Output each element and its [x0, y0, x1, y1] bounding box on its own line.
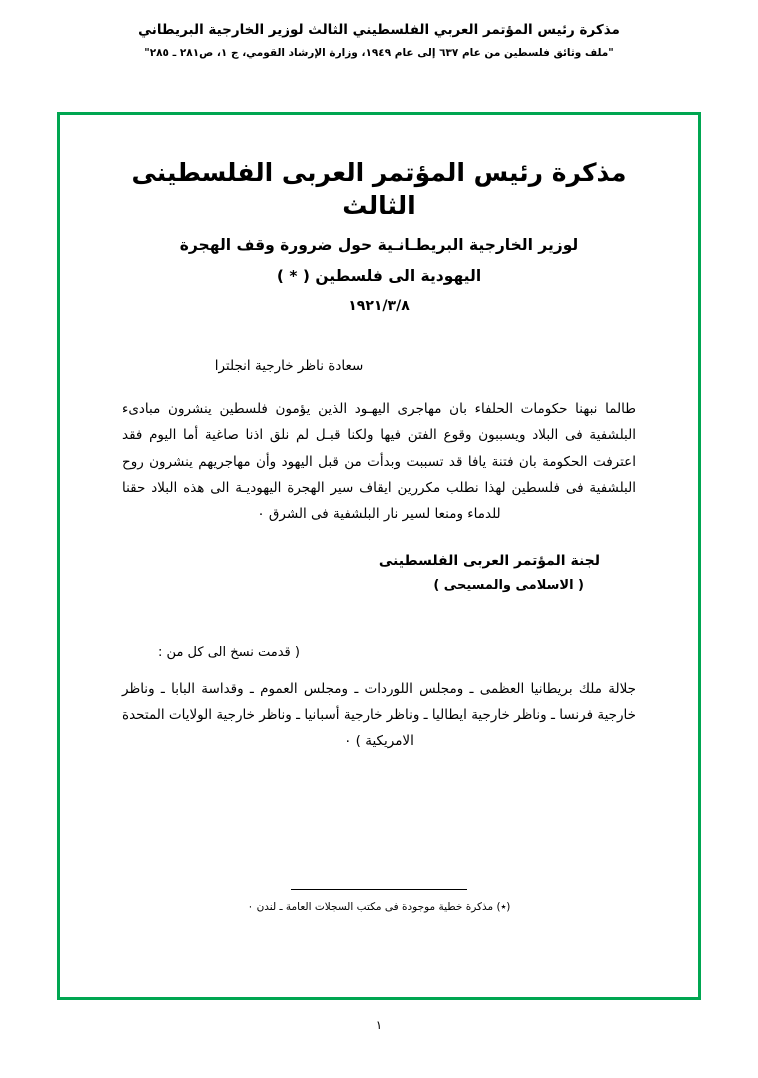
- running-header-title: مذكرة رئيس المؤتمر العربي الفلسطيني الثالث لوزير الخارجية البريطاني: [138, 22, 620, 38]
- footnote-text: (٭) مذكرة خطية موجودة فى مكتب السجلات العامة ـ لندن ٠: [247, 901, 511, 913]
- document-date: ١٩٢١/٣/٨: [348, 298, 410, 314]
- running-header: [0, 0, 758, 59]
- signature-block: [104, 548, 654, 599]
- body-paragraph: طالما نبهنا حكومات الحلفاء بان مهاجرى اليهـود الذين يؤمون فلسطين ينشرون مبادىء البلشفية فى البلاد ويسببون وقوع الفتن فيها ولكنا قبـل لم نلق اذنا صاغية أما اليوم فقد اعترفت الحكومة بان فتنة يافا قد تسببت وبدأت من قبل اليهود وأن مهاجريهم ينشرون روح البلشفية فى فلسطين لهذا نطلب مكررين ايقاف سير الهجرة اليهوديـة الى هذه البلاد حقنا للدماء ومنعا لسير نار البلشفية فى الشرق ٠: [122, 401, 636, 523]
- document-subtitle-line-2: اليهودية الى فلسطين ( * ): [276, 267, 482, 285]
- footnote-section: [104, 889, 654, 913]
- signature-organization-detail: ( الاسلامى والمسيحى ): [433, 578, 584, 594]
- copies-heading: ( قدمت نسخ الى كل من :: [158, 644, 300, 660]
- salutation: سعادة ناظر خارجية انجلترا: [214, 358, 364, 374]
- footnote-divider: [291, 889, 467, 890]
- copies-list: جلالة ملك بريطانيا العظمى ـ ومجلس اللوردات ـ ومجلس العموم ـ وقداسة البابا ـ وناظر خارجية فرنسا ـ وناظر خارجية ايطاليا ـ وناظر خارجية أسبانيا ـ وناظر خارجية الولايات المتحدة الامريكية ) ٠: [122, 680, 636, 750]
- document-content: [60, 115, 698, 997]
- running-header-source: "ملف وثائق فلسطين من عام ٦٣٧ إلى عام ١٩٤٩، وزارة الإرشاد القومي، ج ١، ص٢٨١ ـ ٢٨٥": [144, 47, 614, 59]
- signature-organization: لجنة المؤتمر العربى الفلسطينى: [378, 552, 600, 569]
- page-number: ١: [375, 1018, 383, 1032]
- green-border-frame: [57, 112, 701, 1000]
- page-title: مذكرة رئيس المؤتمر العربى الفلسطينى الثالث: [131, 158, 627, 220]
- document-subtitle-line-1: لوزير الخارجية البريطـانـية حول ضرورة وقف الهجرة: [179, 236, 579, 254]
